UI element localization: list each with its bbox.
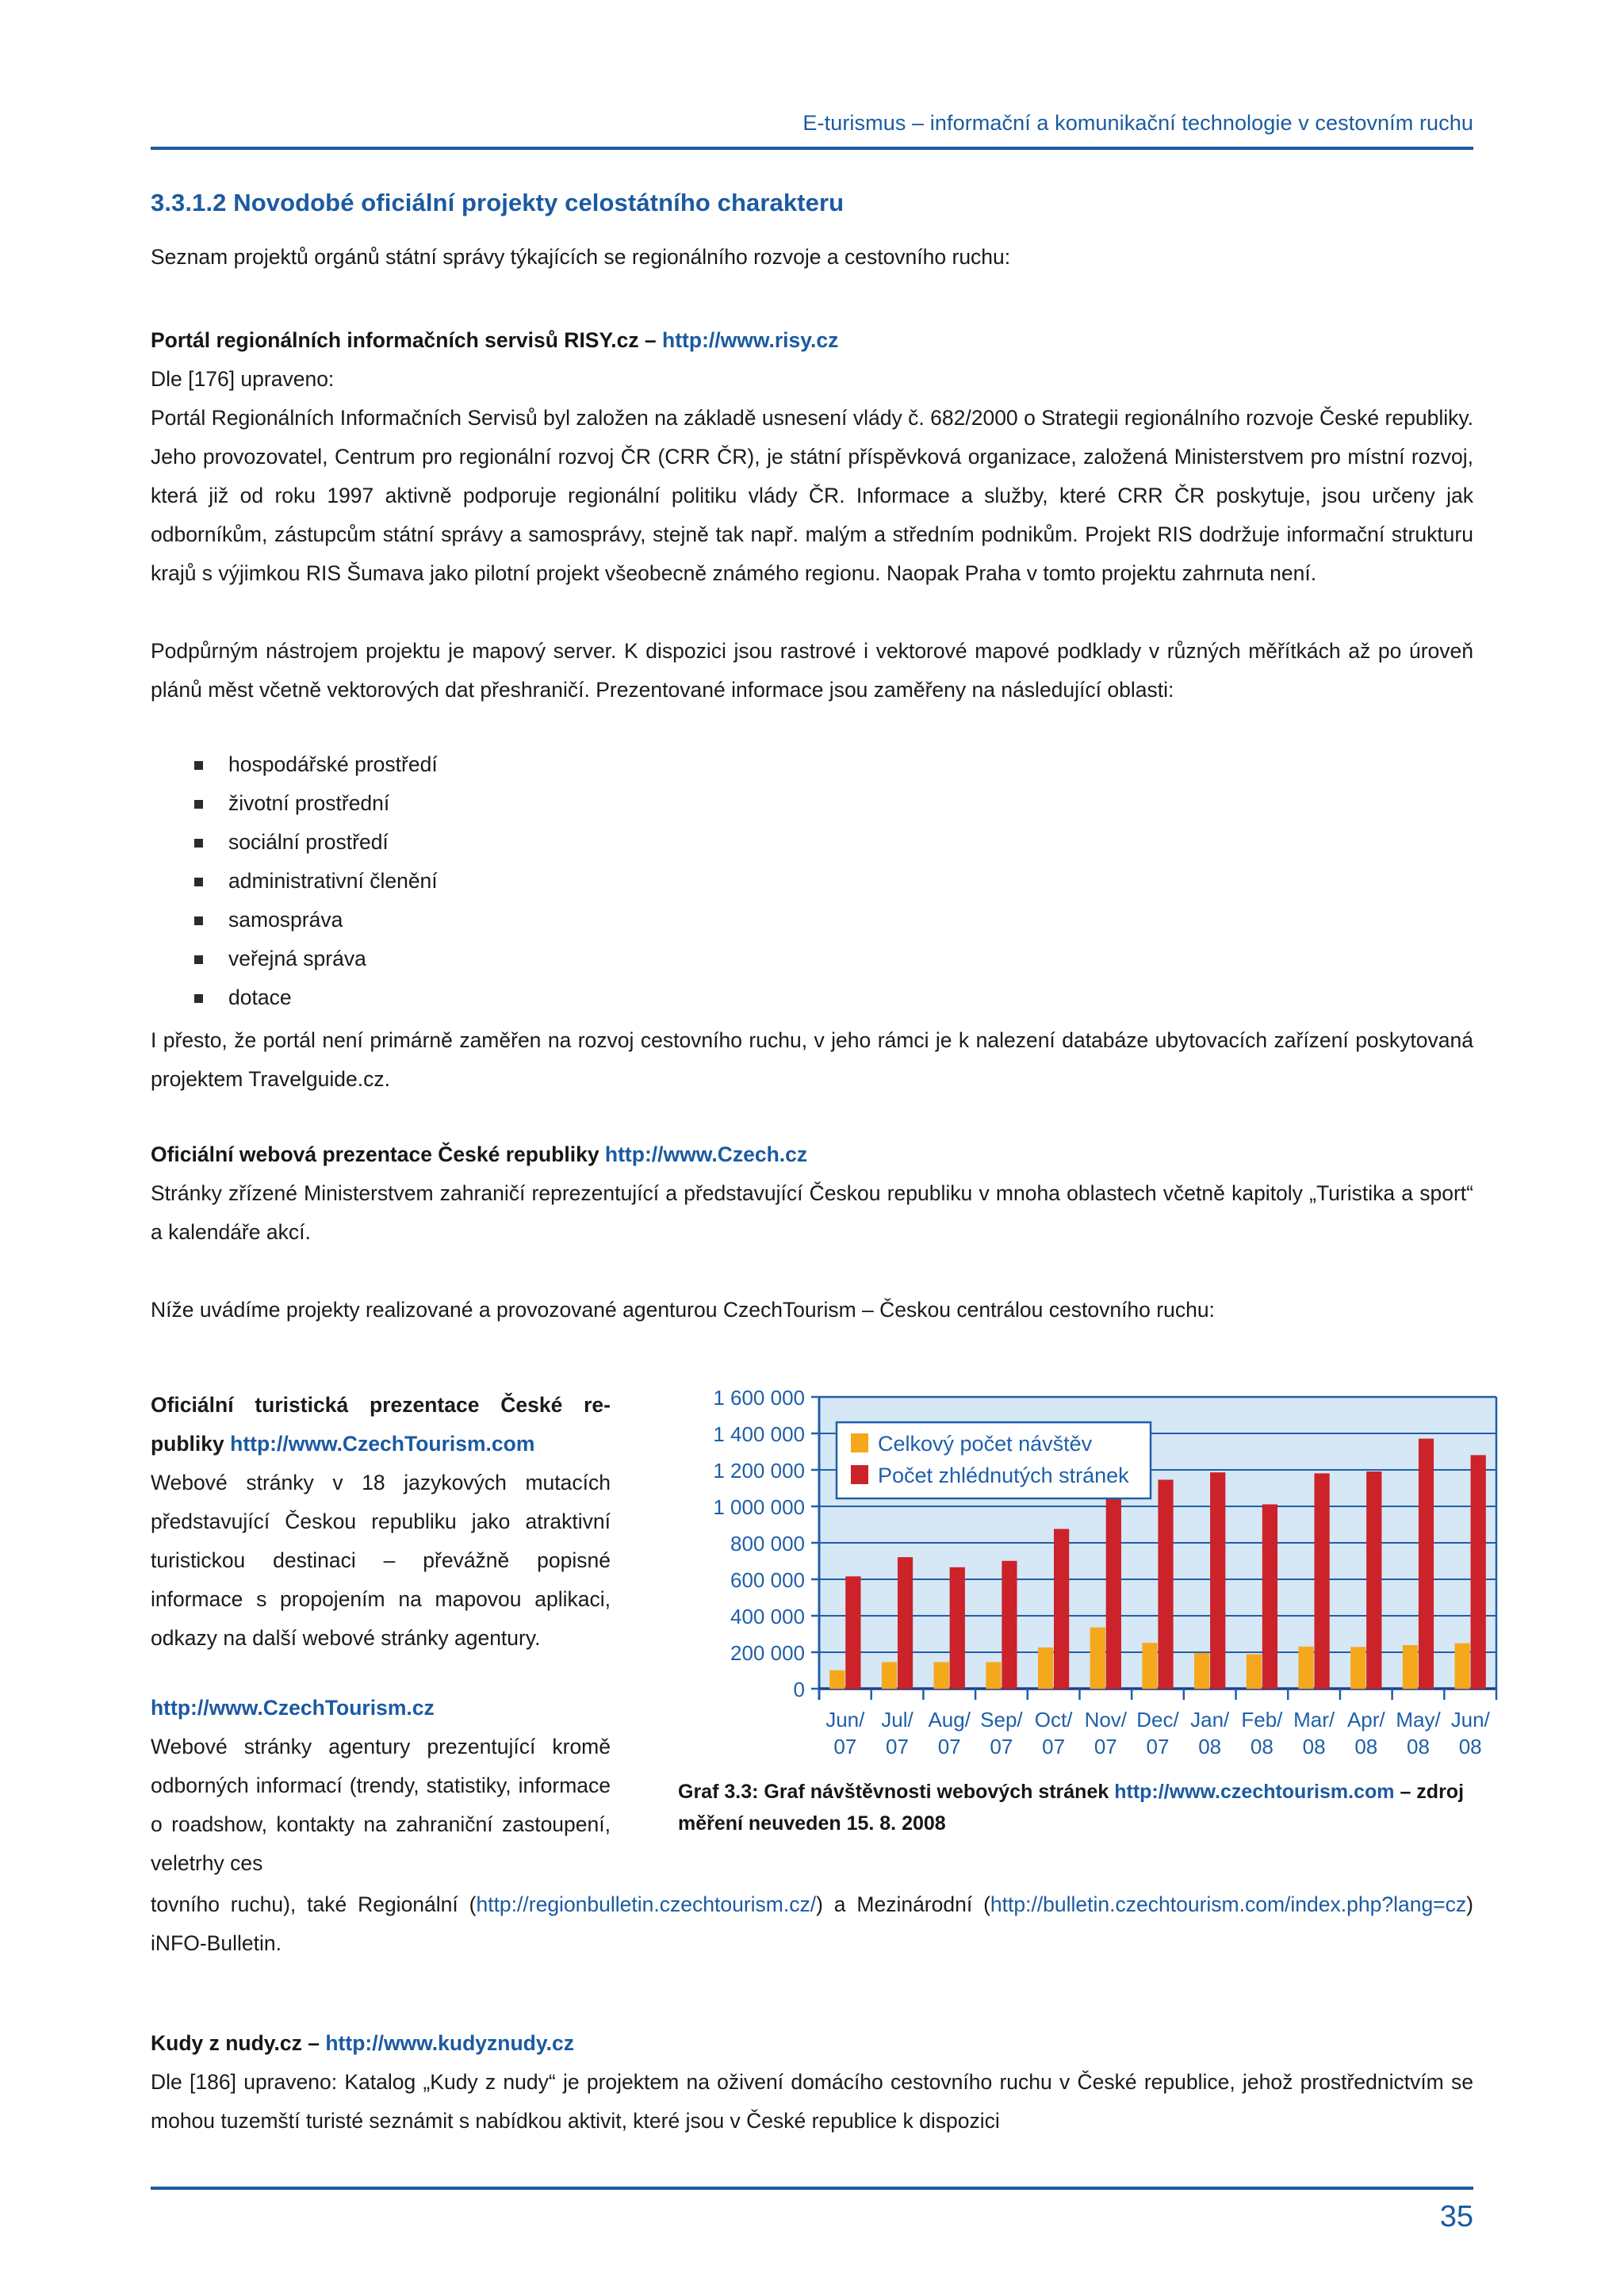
risy-url[interactable]: http://www.risy.cz <box>662 328 839 352</box>
czechtourism-com-block <box>151 1386 611 1658</box>
figure-caption-suffix: – zdroj měření neuveden 15. 8. 2008 <box>678 1781 1465 1835</box>
chart-x-axis-label: Jun/ 07 <box>825 1708 865 1758</box>
list-item-label: sociální prostředí <box>228 830 389 854</box>
chart-legend-swatch <box>851 1465 868 1484</box>
bulletin-url[interactable]: http://bulletin.czechtourism.com/index.php?lang=cz <box>990 1892 1467 1916</box>
chart-legend-label: Počet zhlédnutých stránek <box>878 1464 1129 1487</box>
chart-legend-swatch <box>851 1433 868 1452</box>
list-item-label: veřejná správa <box>228 947 366 970</box>
square-bullet-icon <box>194 800 203 809</box>
figure-caption-prefix: Graf 3.3: Graf návštěvnosti webových stránek <box>678 1781 1115 1803</box>
chart-bar <box>898 1557 913 1689</box>
chart-bar <box>829 1670 845 1689</box>
chart-bar <box>1403 1645 1418 1689</box>
chart-x-axis-label: Oct/ 07 <box>1034 1708 1073 1758</box>
square-bullet-icon <box>194 761 203 770</box>
chart-bar <box>882 1663 897 1689</box>
chart-bar <box>1262 1505 1277 1689</box>
chart-bar <box>1002 1561 1017 1689</box>
chart-bar <box>1194 1653 1209 1689</box>
chart-y-tick-label: 1 200 000 <box>713 1459 805 1483</box>
chart-bar <box>1315 1474 1330 1689</box>
czech-cz-heading <box>151 1135 1473 1174</box>
header-rule <box>151 147 1473 150</box>
ct-cz-text-pre: tovního ruchu), také Regionální ( <box>151 1892 477 1916</box>
kudyznudy-heading-text: Kudy z nudy.cz – <box>151 2031 326 2055</box>
chart-bar <box>1350 1647 1365 1689</box>
czechtourism-com-url[interactable]: http://www.CzechTourism.com <box>230 1432 535 1456</box>
chart-y-tick-label: 1 000 000 <box>713 1495 805 1519</box>
czech-cz-heading-text: Oficiální webová prezentace České republiky <box>151 1142 605 1166</box>
czechtourism-cz-url[interactable]: http://www.CzechTourism.cz <box>151 1696 435 1720</box>
risy-paragraph-1: Portál Regionálních Informačních Servisů byl založen na základě usnesení vlády č. 682/2000 o Strategii regionálního rozvoje České republiky. Jeho provozovatel, Centrum pro regionální rozvoj ČR (CRR ČR), je státní příspěvková organizace, založená Ministerstvem pro místní rozvoj, která již od roku 1997 aktivně podporuje regionální politiku vlády ČR. Informace a služby, které CRR ČR poskytuje, jsou určeny jak odborníkům, zástupcům státní správy a samosprávy, stejně tak např. malým a středním podnikům. Projekt RIS dodržuje informační strukturu krajů s výjimkou RIS Šumava jako pilotní projekt všeobecně známého regionu. Naopak Praha v tomto projektu zahrnuta není. <box>151 406 1473 585</box>
czech-cz-paragraph: Stránky zřízené Ministerstvem zahraničí reprezentující a představující Českou republiku v mnoha oblastech včetně kapitoly „Turistika a sport“ a kalendáře akcí. <box>151 1181 1473 1244</box>
chart-bar <box>934 1663 949 1689</box>
chart-bar <box>1247 1655 1262 1689</box>
risy-paragraph-3: I přesto, že portál není primárně zaměřen na rozvoj cestovního ruchu, v jeho rámci je k nalezení databáze ubytovacích zařízení poskytovaná projektem Travelguide.cz. <box>151 1028 1473 1091</box>
chart-y-tick-label: 1 400 000 <box>713 1422 805 1446</box>
chart-bar <box>950 1567 965 1689</box>
list-item-label: hospodářské prostředí <box>228 752 438 776</box>
chart-bar <box>846 1577 861 1689</box>
ct-cz-text-post: ) iNFO-Bulletin. <box>151 1892 1473 1955</box>
list-item-label: samospráva <box>228 908 343 932</box>
czech-cz-url[interactable]: http://www.Czech.cz <box>604 1142 808 1166</box>
square-bullet-icon <box>194 878 203 886</box>
footer-rule <box>151 2187 1473 2190</box>
section-intro-paragraph: Seznam projektů orgánů státní správy týkajících se regionálního rozvoje a cestovního ruchu: <box>151 245 1011 269</box>
section-heading: 3.3.1.2 Novodobé oficiální projekty celostátního charakteru <box>151 189 845 216</box>
list-item <box>151 978 438 1017</box>
chart-x-axis-label: May/ 08 <box>1396 1708 1441 1758</box>
chart-x-axis-label: Mar/ 08 <box>1293 1708 1335 1758</box>
list-item-label: životní prostřední <box>228 791 390 815</box>
list-item <box>151 901 438 939</box>
square-bullet-icon <box>194 916 203 925</box>
chart-x-axis-label: Feb/ 08 <box>1241 1708 1283 1758</box>
chart-legend-label: Celkový počet návštěv <box>878 1432 1093 1456</box>
risy-heading <box>151 321 1473 360</box>
chart-x-axis-label: Jan/ 08 <box>1190 1708 1230 1758</box>
chart-y-tick-label: 1 600 000 <box>713 1386 805 1410</box>
chart-bar <box>1038 1647 1053 1689</box>
figure-caption <box>678 1776 1503 1839</box>
chart-bar <box>1471 1456 1486 1689</box>
square-bullet-icon <box>194 839 203 848</box>
chart-bar <box>1455 1644 1470 1689</box>
chart-bar <box>1106 1494 1121 1689</box>
czechtourism-cz-paragraph-part2 <box>151 1885 1473 1963</box>
chart-y-tick-label: 600 000 <box>730 1568 805 1592</box>
chart-bar <box>1159 1480 1174 1689</box>
region-bulletin-url[interactable]: http://regionbulletin.czechtourism.cz/ <box>476 1892 817 1916</box>
square-bullet-icon <box>194 994 203 1003</box>
chart-bar <box>1210 1472 1225 1689</box>
kudyznudy-heading <box>151 2024 1473 2063</box>
czechtourism-intro-paragraph: Níže uvádíme projekty realizované a provozované agenturou CzechTourism – Českou centrálou cestovního ruchu: <box>151 1298 1215 1322</box>
czechtourism-com-heading-text: Oficiální turistická prezentace České republiky <box>151 1393 611 1456</box>
list-item <box>151 784 438 823</box>
chart-figure <box>678 1386 1503 1790</box>
chart-bar <box>1419 1439 1434 1689</box>
chart-bar <box>986 1663 1002 1689</box>
czechtourism-cz-paragraph-part1: Webové stránky agentury prezentující kromě odborných informací (trendy, statistiky, informace o roadshow, kontakty na zahraniční zastoupení, veletrhy ces <box>151 1735 611 1875</box>
square-bullet-icon <box>194 955 203 964</box>
czechtourism-cz-heading <box>151 1689 611 1728</box>
chart-x-axis-label: Jul/ 07 <box>881 1708 914 1758</box>
list-item <box>151 745 438 784</box>
chart-bar <box>1054 1529 1069 1689</box>
czechtourism-cz-block <box>151 1689 611 1883</box>
czechtourism-com-heading <box>151 1386 611 1464</box>
risy-source-note: Dle [176] upraveno: <box>151 367 335 391</box>
risy-paragraph-2: Podpůrným nástrojem projektu je mapový server. K dispozici jsou rastrové i vektorové mapové podklady v různých měřítkách až po úroveň plánů měst včetně vektorových dat přeshraničí. Prezentované informace jsou zaměřeny na následující oblasti: <box>151 639 1473 702</box>
visits-bar-chart <box>678 1386 1503 1735</box>
page-number: 35 <box>1439 2200 1473 2233</box>
kudyznudy-url[interactable]: http://www.kudyznudy.cz <box>325 2031 574 2055</box>
list-item-label: dotace <box>228 985 292 1009</box>
list-item-label: administrativní členění <box>228 869 438 893</box>
list-item <box>151 823 438 862</box>
chart-y-tick-label: 200 000 <box>730 1641 805 1665</box>
figure-caption-url[interactable]: http://www.czechtourism.com <box>1114 1781 1395 1803</box>
chart-x-axis-label: Aug/ 07 <box>928 1708 971 1758</box>
kudyznudy-paragraph: Dle [186] upraveno: Katalog „Kudy z nudy“ je projektem na oživení domácího cestovního ruchu v České republice, jehož prostřednictvím se mohou tuzemští turisté seznámit s nabídkou aktivit, které jsou v České republice k dispozici <box>151 2070 1473 2133</box>
chart-bar <box>1299 1647 1314 1689</box>
chart-y-tick-label: 400 000 <box>730 1605 805 1628</box>
running-header: E-turismus – informační a komunikační technologie v cestovním ruchu <box>802 111 1473 135</box>
chart-y-tick-label: 800 000 <box>730 1532 805 1556</box>
ct-cz-text-mid: ) a Mezinárodní ( <box>816 1892 990 1916</box>
chart-bar <box>1366 1471 1381 1689</box>
chart-bar <box>1143 1644 1158 1689</box>
chart-bar <box>1090 1628 1105 1689</box>
chart-x-axis-label: Jun/ 08 <box>1450 1708 1490 1758</box>
risy-areas-list <box>151 745 438 1017</box>
chart-x-axis-label: Dec/ 07 <box>1136 1708 1179 1758</box>
list-item <box>151 939 438 978</box>
list-item <box>151 862 438 901</box>
chart-x-axis-label: Apr/ 08 <box>1346 1708 1385 1758</box>
risy-heading-text: Portál regionálních informačních servisů RISY.cz – <box>151 328 663 352</box>
chart-x-axis-label: Sep/ 07 <box>980 1708 1023 1758</box>
chart-y-tick-label: 0 <box>793 1678 805 1701</box>
chart-x-axis-label: Nov/ 07 <box>1084 1708 1128 1758</box>
czechtourism-com-paragraph: Webové stránky v 18 jazykových mutacích představující Českou republiku jako atraktivní turistickou destinaci – převážně popisné informace s propojením na mapovou aplikaci, odkazy na další webové stránky agentury. <box>151 1471 611 1650</box>
